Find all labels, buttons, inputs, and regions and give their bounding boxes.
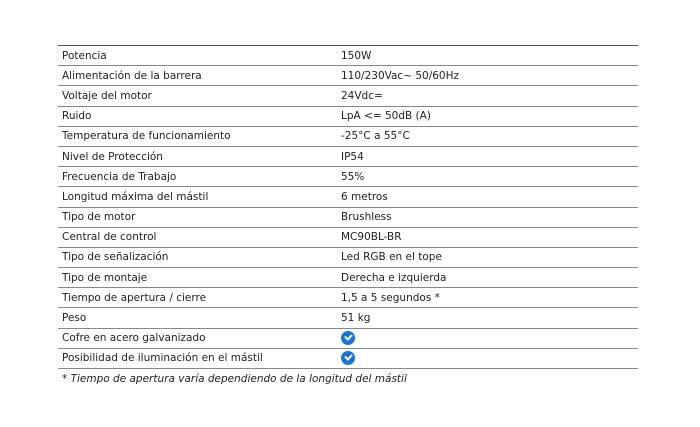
table-row xyxy=(58,46,638,66)
table-row xyxy=(58,66,638,86)
spec-label: Potencia xyxy=(62,49,107,62)
spec-value: Led RGB en el tope xyxy=(341,251,442,264)
spec-value: 24Vdc= xyxy=(341,89,383,102)
spec-value: 1,5 a 5 segundos * xyxy=(341,291,440,304)
footnote: * Tiempo de apertura varía dependiendo de la longitud del mástil xyxy=(62,373,407,385)
spec-value: 6 metros xyxy=(341,190,388,203)
spec-label: Frecuencia de Trabajo xyxy=(62,170,177,183)
spec-value: 55% xyxy=(341,170,365,183)
spec-value xyxy=(341,351,638,365)
spec-label: Posibilidad de iluminación en el mástil xyxy=(62,352,263,365)
spec-value: -25°C a 55°C xyxy=(341,130,410,143)
table-row xyxy=(58,127,638,147)
spec-label: Alimentación de la barrera xyxy=(62,69,202,82)
spec-label: Temperatura de funcionamiento xyxy=(62,130,231,143)
spec-label: Tipo de señalización xyxy=(62,251,169,264)
table-row xyxy=(58,248,638,268)
spec-label: Voltaje del motor xyxy=(62,89,152,102)
spec-label: Tiempo de apertura / cierre xyxy=(62,291,207,304)
spec-value: LpA <= 50dB (A) xyxy=(341,110,431,123)
spec-value: 150W xyxy=(341,49,372,62)
table-row xyxy=(58,268,638,288)
table-row xyxy=(58,147,638,167)
spec-value: IP54 xyxy=(341,150,364,163)
spec-label: Peso xyxy=(62,312,87,325)
table-row xyxy=(58,308,638,328)
table-row xyxy=(58,349,638,369)
table-row xyxy=(58,187,638,207)
spec-label: Tipo de motor xyxy=(62,211,136,224)
table-row xyxy=(58,288,638,308)
spec-label: Cofre en acero galvanizado xyxy=(62,332,206,345)
spec-label: Nivel de Protección xyxy=(62,150,163,163)
table-row xyxy=(58,86,638,106)
table-row xyxy=(58,208,638,228)
spec-label: Tipo de montaje xyxy=(62,271,148,284)
spec-value: MC90BL-BR xyxy=(341,231,402,244)
spec-value: Brushless xyxy=(341,211,392,224)
table-row xyxy=(58,228,638,248)
spec-label: Central de control xyxy=(62,231,157,244)
spec-value: 51 kg xyxy=(341,312,371,325)
check-circle-icon xyxy=(341,351,355,365)
spec-value: 110/230Vac~ 50/60Hz xyxy=(341,69,459,82)
spec-value xyxy=(341,331,638,345)
spec-value: Derecha e izquierda xyxy=(341,271,447,284)
spec-table xyxy=(58,45,638,369)
table-row xyxy=(58,107,638,127)
spec-label: Ruido xyxy=(62,110,92,123)
spec-label: Longitud máxima del mástil xyxy=(62,190,209,203)
check-circle-icon xyxy=(341,331,355,345)
table-row xyxy=(58,167,638,187)
table-row xyxy=(58,329,638,349)
